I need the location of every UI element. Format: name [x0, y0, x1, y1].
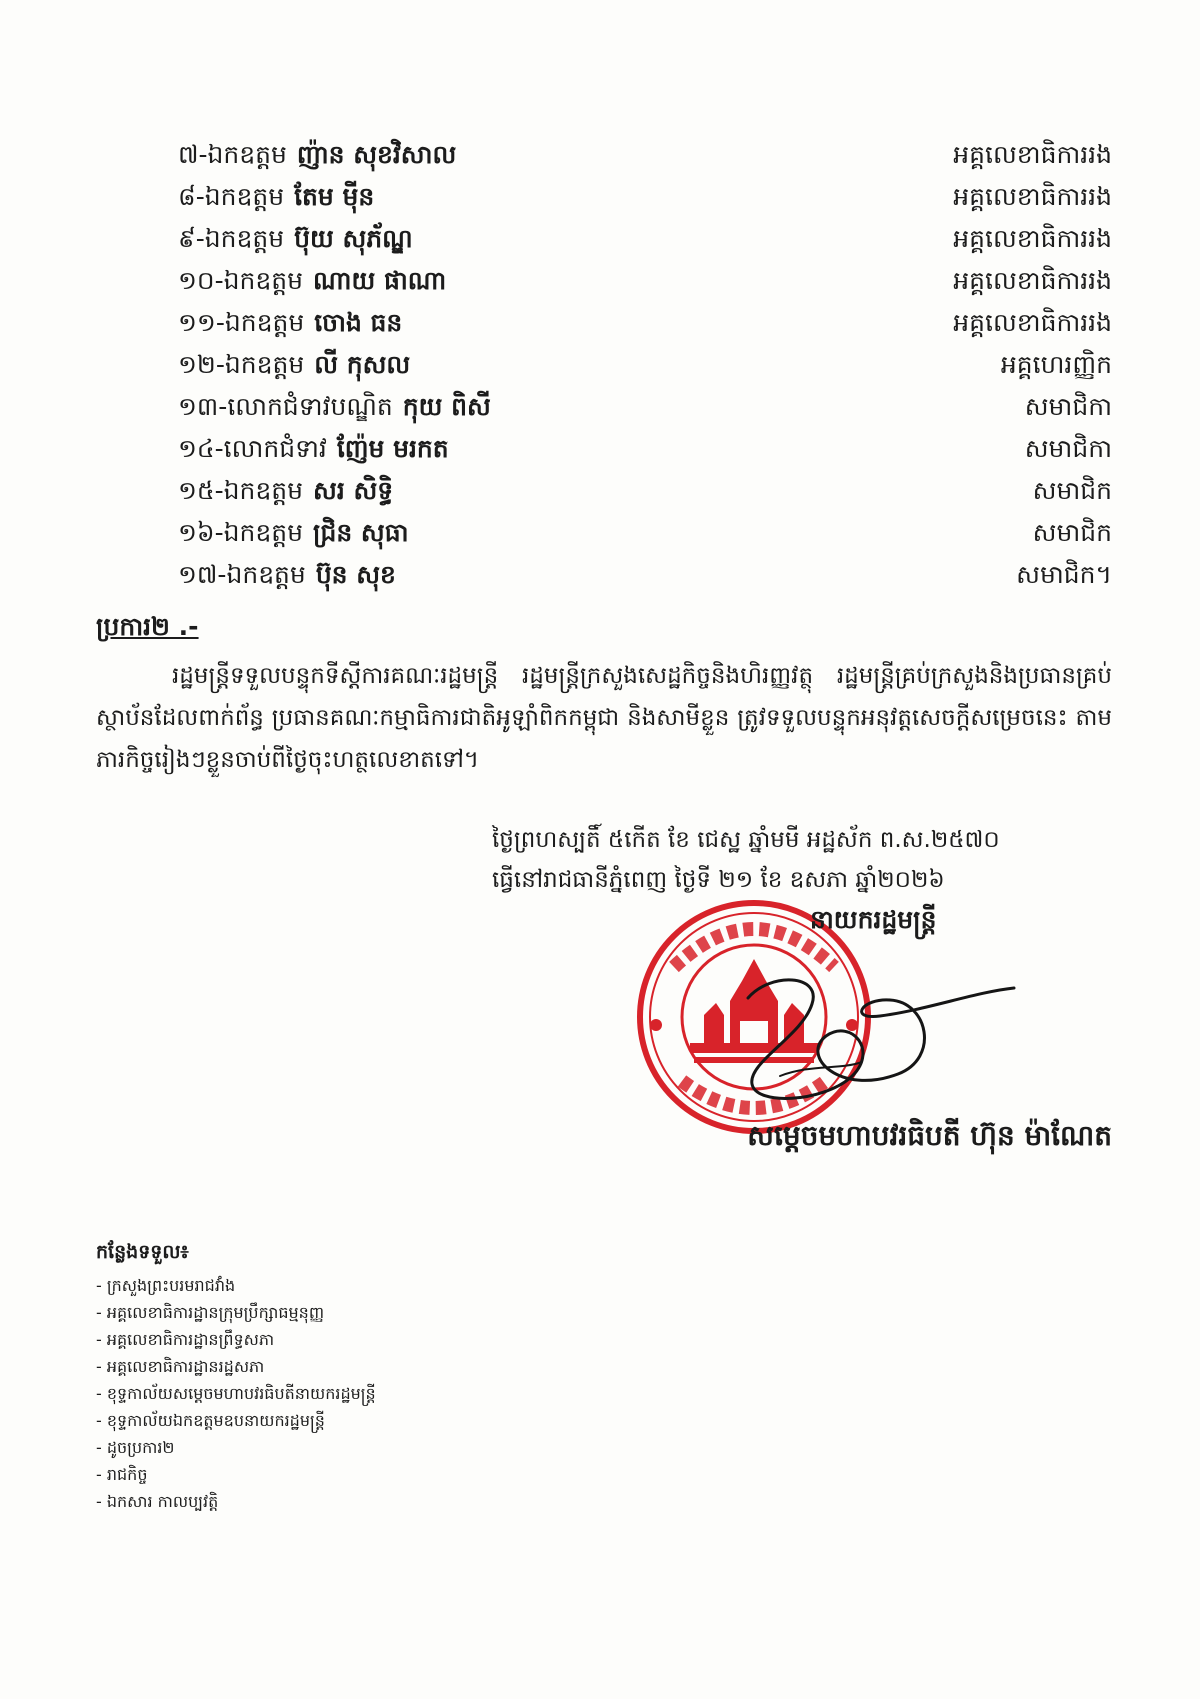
recipient-item: - អគ្គលេខាធិការដ្ឋានព្រឹទ្ធសភា — [96, 1330, 275, 1349]
member-title: ឯកឧត្តម — [224, 350, 305, 379]
recipient-item: - អគ្គលេខាធិការដ្ឋានរដ្ឋសភា — [96, 1357, 265, 1376]
member-role: អគ្គលេខាធិការរង — [953, 140, 1112, 169]
recipients-block — [96, 1240, 656, 1515]
recipient-item: - ខុទ្ទកាល័យសម្តេចមហាបវរធិបតីនាយករដ្ឋមន្ត្រី — [96, 1384, 376, 1403]
member-name: ចោង ធន — [314, 308, 403, 337]
article-body: រដ្ឋមន្ត្រីទទួលបន្ទុកទីស្តីការគណៈរដ្ឋមន្ត្រី រដ្ឋមន្ត្រីក្រសួងសេដ្ឋកិច្ចនិងហិរញ្ញវត្ថុ រដ្ឋមន្ត្រីគ្រប់ក្រសួងនិងប្រធានគ្រប់ស្ថាប័នដែលពាក់ព័ន្ធ ប្រធានគណៈកម្មាធិការជាតិអូឡាំពិកកម្ពុជា និងសាមីខ្លួន ត្រូវទទួលបន្ទុកអនុវត្តសេចក្តីសម្រេចនេះ តាមភារកិច្ចរៀងៗខ្លួនចាប់ពីថ្ងៃចុះហត្ថលេខាតទៅ។ — [96, 663, 1112, 773]
member-name: ញ៉ាន សុខវិសាល — [296, 140, 457, 169]
member-role: សមាជិក។ — [1016, 560, 1112, 589]
member-role: សមាជិកា — [1024, 392, 1112, 421]
member-name: ណាយ ផាណា — [313, 266, 447, 295]
member-role: អគ្គលេខាធិការរង — [953, 308, 1112, 337]
member-number: ១០- — [178, 266, 224, 295]
member-title: ឯកឧត្តម — [223, 518, 304, 547]
member-row — [0, 135, 1200, 175]
member-role: សមាជិក — [1032, 476, 1112, 505]
member-row — [0, 555, 1200, 595]
member-row — [0, 387, 1200, 427]
member-row — [0, 219, 1200, 259]
member-number: ៧- — [178, 140, 208, 169]
member-row — [0, 303, 1200, 343]
member-title: ឯកឧត្តម — [204, 182, 285, 211]
member-title: ឯកឧត្តម — [207, 140, 287, 169]
member-number: ១២- — [178, 350, 225, 379]
member-row — [0, 177, 1200, 217]
signer-name: សម្តេចមហាបវរធិបតី ហ៊ុន ម៉ាណែត — [747, 1119, 1112, 1152]
member-number: ១៤- — [178, 434, 224, 463]
member-role: អគ្គលេខាធិការរង — [953, 224, 1112, 253]
member-number: ១៥- — [178, 476, 224, 505]
member-name: លី កុសល — [314, 350, 411, 379]
member-title: ឯកឧត្តម — [204, 224, 285, 253]
member-name: កុយ ពិសី — [402, 392, 491, 421]
member-title: លោកជំទាវបណ្ឌិត — [227, 392, 393, 421]
member-row — [0, 471, 1200, 511]
member-row — [0, 429, 1200, 469]
member-number: ១៦- — [178, 518, 224, 547]
recipient-item: - ខុទ្ទកាល័យឯកឧត្តមឧបនាយករដ្ឋមន្ត្រី — [96, 1411, 325, 1430]
member-name: សរ សិទ្ធិ — [313, 476, 394, 505]
article-heading: ប្រការ២ .- — [96, 612, 199, 641]
solar-date: ធ្វើនៅរាជធានីភ្នំពេញ ថ្ងៃទី ២១ ខែ ឧសភា ឆ្នាំ២០២៦ — [492, 867, 945, 893]
member-title: ឯកឧត្តម — [226, 560, 306, 589]
recipient-item: - ក្រសួងព្រះបរមរាជវាំង — [96, 1276, 236, 1295]
member-title: លោកជំទាវ — [223, 434, 327, 463]
member-title: ឯកឧត្តម — [223, 476, 304, 505]
member-name: ញ៉ែម មរកត — [336, 434, 449, 463]
member-role: អគ្គលេខាធិការរង — [953, 182, 1112, 211]
member-name: ប៊ុយ សុភ័ណ្ឌ — [294, 224, 413, 253]
member-number: ៩- — [178, 224, 205, 253]
member-role: សមាជិកា — [1024, 434, 1112, 463]
member-name: តែម មុីន — [294, 182, 375, 211]
member-number: ១៧- — [178, 560, 227, 589]
member-role: សមាជិក — [1032, 518, 1112, 547]
member-role: អគ្គលេខាធិការរង — [953, 266, 1112, 295]
member-name: ជ្រិន សុធា — [313, 518, 409, 547]
member-title: ឯកឧត្តម — [223, 266, 304, 295]
signer-role: នាយករដ្ឋមន្ត្រី — [810, 905, 937, 934]
lunar-date: ថ្ងៃព្រហស្បតិ៍ ៥កើត ខែ ជេស្ឋ ឆ្នាំមមី អដ្ឋស័ក ព.ស.២៥៧០ — [492, 827, 1000, 853]
member-title: ឯកឧត្តម — [224, 308, 305, 337]
member-name: ប៊ុន សុខ — [315, 560, 396, 589]
member-row — [0, 513, 1200, 553]
handwritten-signature — [730, 966, 1020, 1116]
recipient-item: - ឯកសារ កាលប្បវត្តិ — [96, 1492, 219, 1511]
recipient-item: - អគ្គលេខាធិការដ្ឋានក្រុមប្រឹក្សាធម្មនុញ្ញ — [96, 1303, 325, 1322]
recipient-item: - រាជកិច្ច — [96, 1465, 148, 1484]
recipient-item: - ដូចប្រការ២ — [96, 1438, 175, 1457]
member-number: ៨- — [178, 182, 205, 211]
member-number: ១១- — [178, 308, 225, 337]
member-row — [0, 261, 1200, 301]
member-row — [0, 345, 1200, 385]
member-role: អគ្គហេរញ្ញិក — [1000, 350, 1112, 379]
member-number: ១៣- — [178, 392, 228, 421]
recipients-title: កន្លែងទទួល៖ — [96, 1241, 189, 1263]
